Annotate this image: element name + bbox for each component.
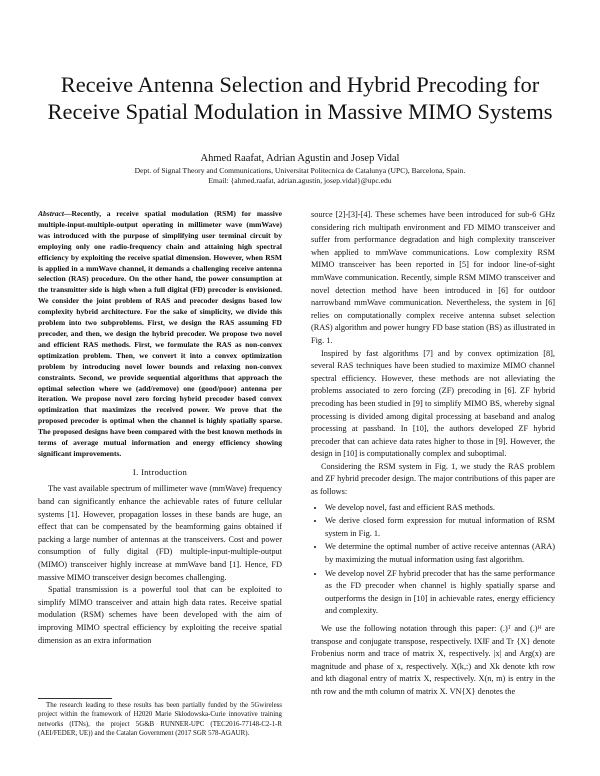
list-item: • We develop novel ZF hybrid precoder that has the same performance as the FD precoder when channel is highly spatially sparse and outperforms the design in [10] in achievable rates, energy efficiency and complexity. [325, 568, 555, 618]
authors: Ahmed Raafat, Adrian Agustin and Josep Vidal [200, 153, 400, 164]
intro-paragraph: The vast available spectrum of millimeter wave (mmWave) frequency band can significantly enhance the achievable rates of future cellular systems [1]. However, propagation losses in these bands are huge, an effect that can be compensated by the beamforming gains obtained if packing a large number of antennas at the transceivers. Cost and power consumption of fully digital (FD) multiple-input-multiple-output (MIMO) transceiver highly increase at mmWave band [1]. Hence, FD massive MIMO transceiver design becomes challenging. [38, 484, 282, 582]
footnote-rule [38, 698, 112, 699]
paper-title: Receive Antenna Selection and Hybrid Precoding for Receive Spatial Modulation in Massive MIMO Systems [47, 72, 553, 125]
list-item: • We develop novel, fast and efficient RAS methods. [325, 502, 555, 515]
funding-footnote: The research leading to these results has been partially funded by the 5Gwireless project within the framework of H2020 Marie Skłodowska-Curie innovative training networks (ITNs), the project 5G&B RUNNER-UPC (TEC2016-77148-C2-1-R (AEI/FEDER, UE)) and the Catalan Government (2017 SGR 578-AGAUR). [38, 702, 282, 738]
notation-paragraph: We use the following notation through this paper: (.)ᵀ and (.)ᴴ are transpose and conjugate transpose, respectively. ‖X‖F and Tr {X} denote Frobenius norm and trace of matrix X, respectively. |x| and Arg(x) are magnitude and phase of x, respectively. X(k,:) and Xk denote kth row and kth diagonal entry of matrix X, respectively. X(n, m) is entry in the nth row and the mth column of matrix X. VN{X} denotes the [311, 624, 555, 696]
section-heading-introduction: I. Introduction [132, 466, 188, 477]
left-column [38, 209, 282, 647]
abstract-text: Recently, a receive spatial modulation (RSM) for massive multiple-input-multiple-output operating in millimeter wave (mmWave) was introduced with the purpose of simplifying user terminal circuit by employing only one radio-frequency chain and attaining high spectral efficiency by exploiting the receive spatial dimension. However, when RSM is applied in a mmWave channel, it demands a challenging receive antenna selection (RAS) procedure. On the other hand, the power consumption at the transmitter side is high when a full digital (FD) precoder is envisioned. We consider the joint problem of RAS and precoder designs based low complexity hybrid architecture. For the sake of simplicity, we divide this problem into two subproblems. First, we design the RAS assuming FD precoder, and then, we design the hybrid precoder. We propose two novel and efficient RAS methods. First, we formulate the RAS as non-convex optimization problem. Then, we convert it into a convex optimization problem by introducing novel lower bounds and relaxing non-convex constraints. Second, we provide sequential algorithms that approach the optimal selection where we (add/remove) one (good/poor) antenna per iteration. We propose novel zero forcing hybrid precoder based convex optimization that maximizes the received power. We prove that the proposed precoder is optimal when the channel is highly spatially sparse. The proposed designs have been compared with the best known methods in terms of average mutual information and energy efficiency showing significant improvements. [38, 209, 282, 458]
affiliation-block [40, 166, 560, 186]
list-item: • We determine the optimal number of active receive antennas (ARA) by maximizing the mutual information using fast algorithm. [325, 541, 555, 566]
body-paragraph: Inspired by fast algorithms [7] and by convex optimization [8], several RAS techniques have been studied to maximize MIMO channel spectral efficiency. However, these methods are not alleviating the problems associated to zero forcing (ZF) precoding in [6]. ZF hybrid precoding has been studied in [9] to simplify MIMO BS, whereby signal processing is divided among digital processing at baseband and analog processing at passband. In [10], the authors developed ZF hybrid precoder that can achieve data rates higher to those in [9]. However, the design in [10] is computationally complex and suboptimal. [311, 348, 555, 459]
affiliation: Dept. of Signal Theory and Communications, Universitat Politecnica de Catalunya (UPC), Barcelona, Spain. [134, 166, 466, 175]
intro-paragraph: Spatial transmission is a powerful tool that can be exploited to simplify MIMO transceiver and attain high data rates. Receive spatial modulation (RSM) schemes have been developed with the aim of improving MIMO spectral efficiency by exploiting the receive spatial dimension as an extra information [38, 585, 282, 645]
abstract-lead: Abstract— [38, 209, 72, 218]
body-paragraph: source [2]-[3]-[4]. These schemes have been introduced for sub-6 GHz considering rich multipath environment and FD MIMO transceiver and suffer from performance degradation and high complexity transceiver when applied to mmWave communications. Low complexity RSM MIMO transceiver has been reported in [5] for indoor line-of-sight mmWave communication. Recently, simple RSM MIMO transceiver and novel detection method have been introduced in [6] for outdoor narrowband mmWave communication. Nevertheless, the system in [6] relies on computationally complex receive antenna subset selection (RAS) algorithm and power hungry FD base station (BS) as illustrated in Fig. 1. [311, 210, 555, 345]
list-item: • We derive closed form expression for mutual information of RSM system in Fig. 1. [325, 515, 555, 540]
body-paragraph: Considering the RSM system in Fig. 1, we study the RAS problem and ZF hybrid precoder design. The major contributions of this paper are as follows: [311, 461, 555, 497]
abstract [38, 209, 282, 460]
contributions-list [311, 502, 555, 618]
email: Email: {ahmed.raafat, adrian.agustin, josep.vidal}@upc.edu [208, 176, 392, 185]
right-column [311, 209, 555, 699]
